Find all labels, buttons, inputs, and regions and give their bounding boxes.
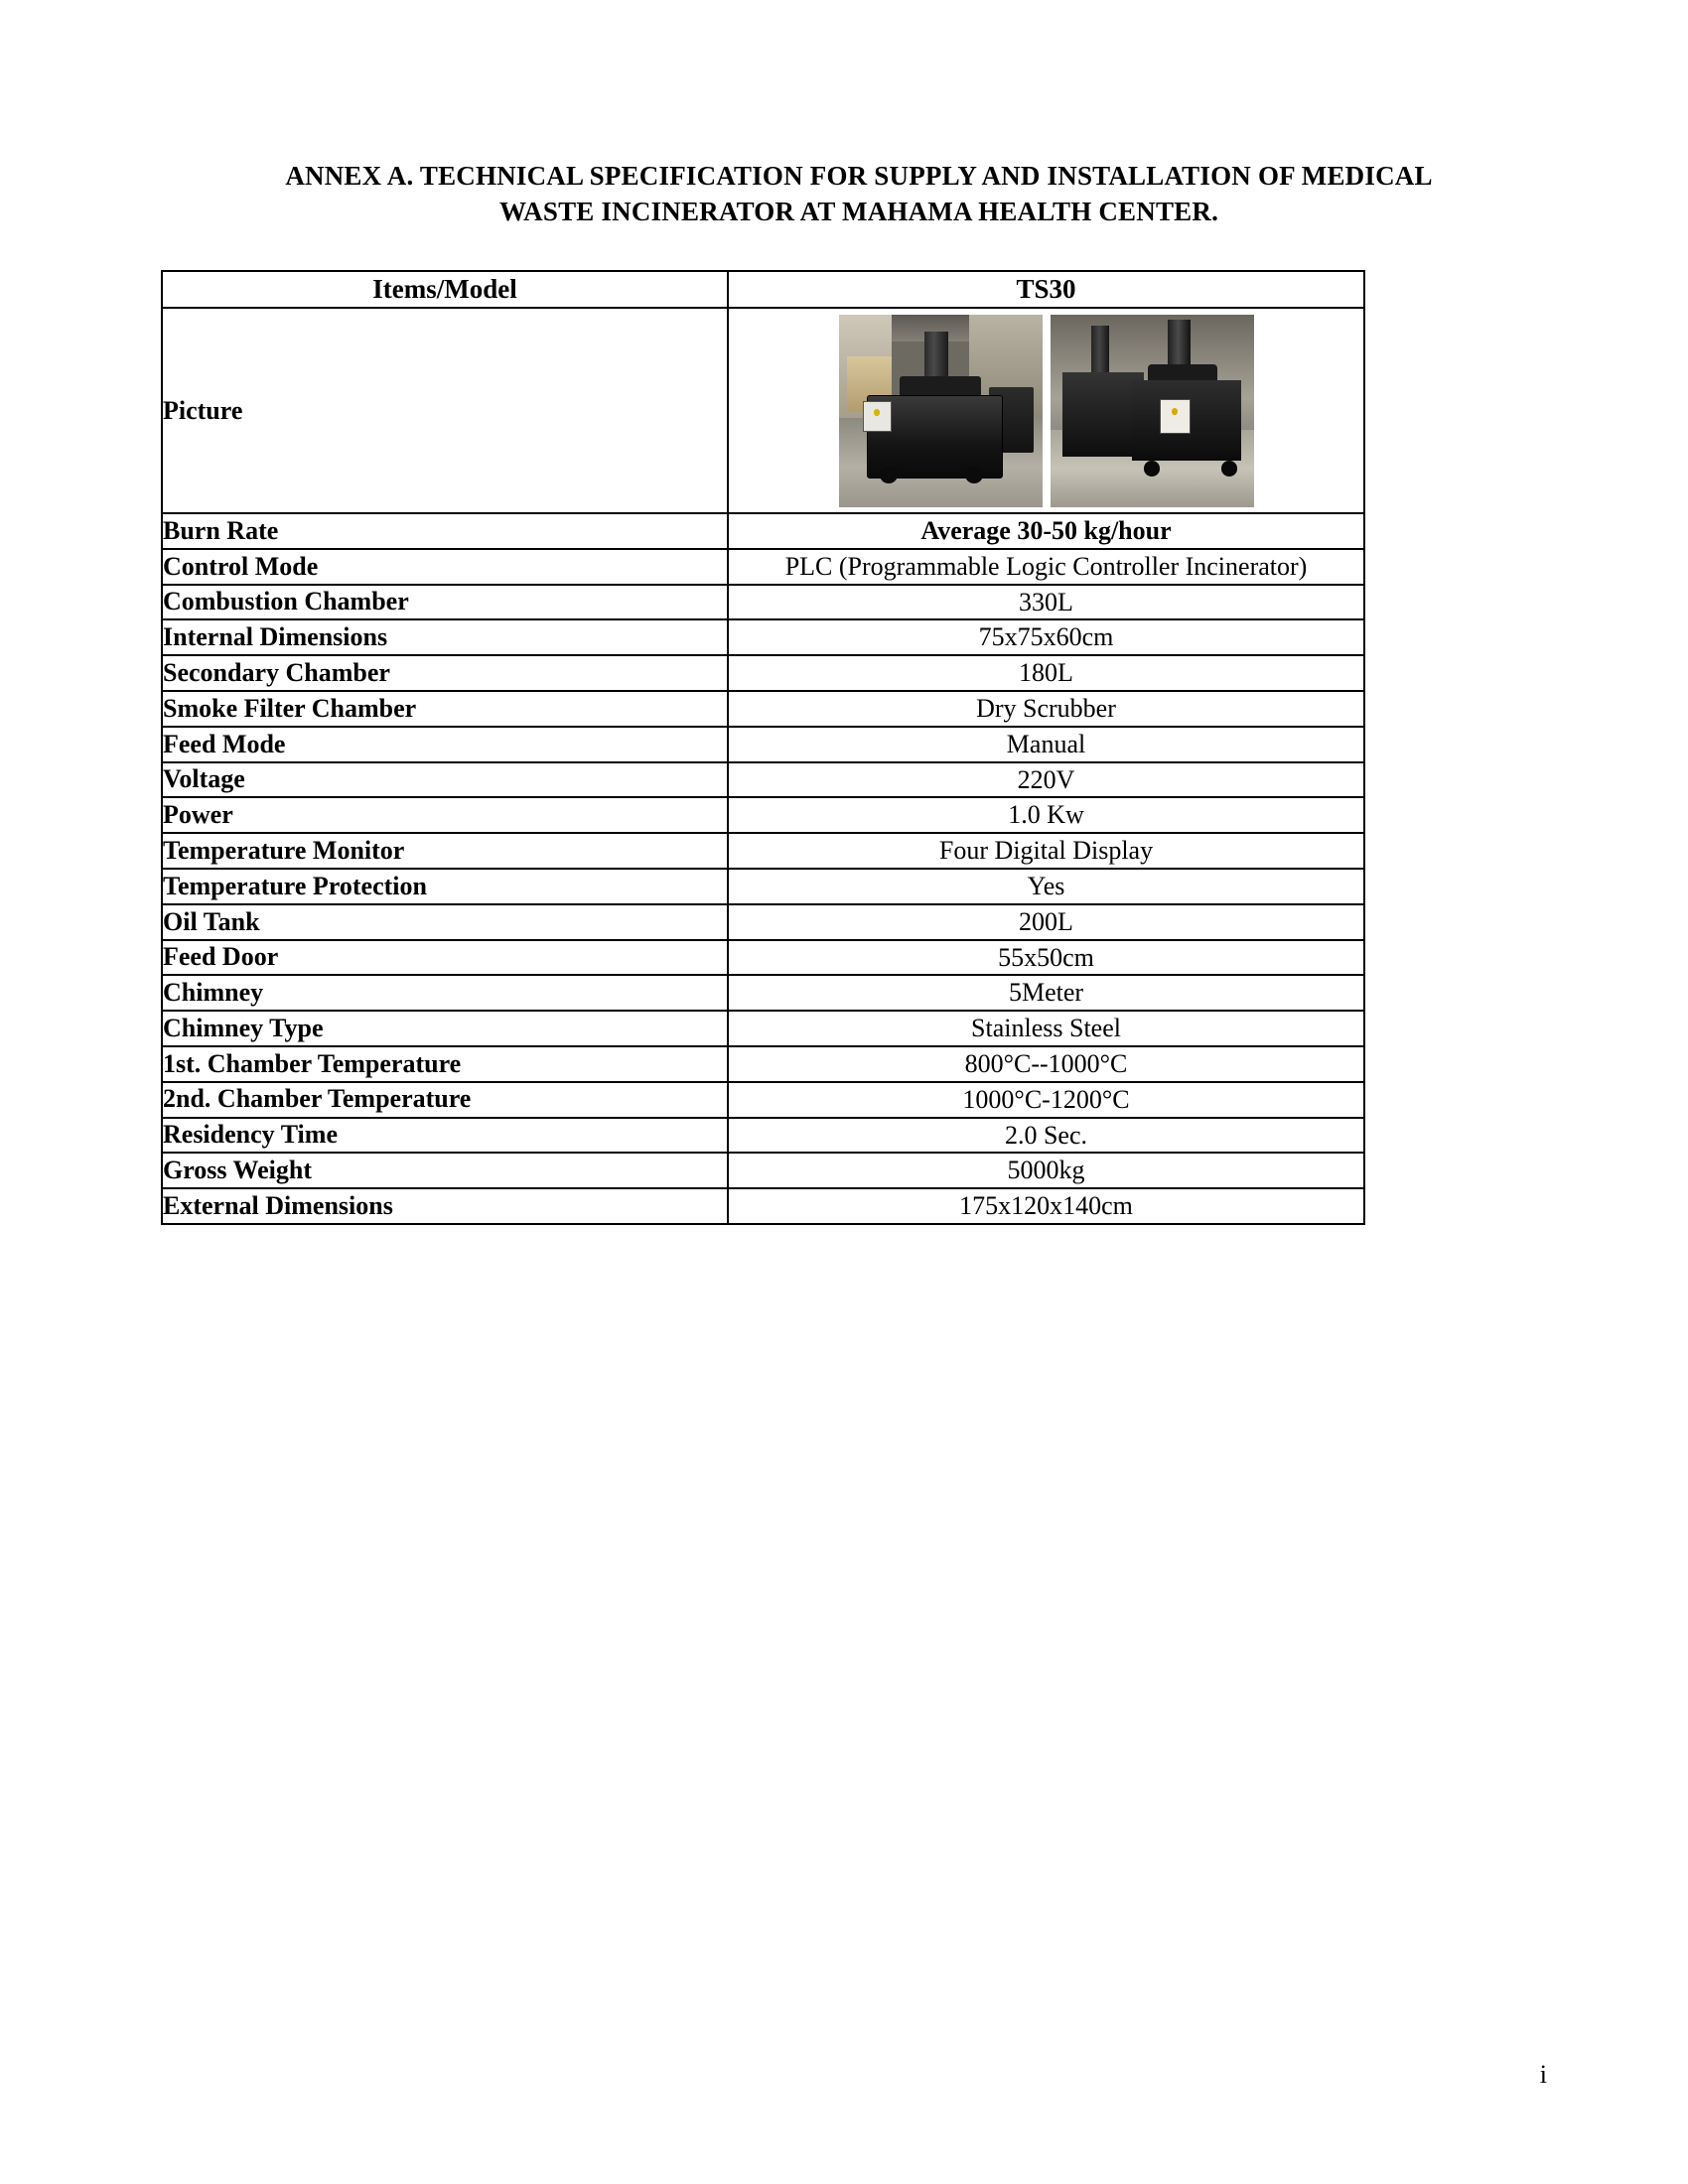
incinerator-photo-left bbox=[839, 315, 1043, 507]
table-row bbox=[162, 585, 1364, 620]
row-label: External Dimensions bbox=[162, 1188, 728, 1224]
photo-wheel bbox=[1144, 461, 1160, 477]
row-label: Feed Door bbox=[162, 940, 728, 976]
photo-chimney-stack bbox=[1091, 326, 1109, 375]
header-label-items-model: Items/Model bbox=[372, 274, 517, 304]
page-title-line-2: WASTE INCINERATOR AT MAHAMA HEALTH CENTER. bbox=[498, 196, 1219, 226]
row-value: 55x50cm bbox=[728, 940, 1364, 976]
row-value: PLC (Programmable Logic Controller Incinerator) bbox=[728, 549, 1364, 585]
table-row bbox=[162, 513, 1364, 549]
row-label-picture: Picture bbox=[162, 308, 728, 513]
table-header-row bbox=[162, 271, 1364, 308]
row-value: 200L bbox=[728, 904, 1364, 940]
table-row bbox=[162, 1153, 1364, 1188]
table-row bbox=[162, 797, 1364, 833]
row-label: Secondary Chamber bbox=[162, 655, 728, 691]
row-label: Temperature Protection bbox=[162, 869, 728, 904]
photo-indicator-light bbox=[1172, 408, 1179, 415]
row-label: Gross Weight bbox=[162, 1153, 728, 1188]
header-cell-items-model bbox=[162, 271, 728, 308]
row-label: Oil Tank bbox=[162, 904, 728, 940]
photo-chimney-stack bbox=[924, 332, 949, 381]
row-value: 330L bbox=[728, 585, 1364, 620]
row-label: 2nd. Chamber Temperature bbox=[162, 1082, 728, 1118]
page-title-line-1: ANNEX A. TECHNICAL SPECIFICATION FOR SUPPLY AND INSTALLATION OF MEDICAL bbox=[285, 161, 1433, 191]
row-value: Average 30-50 kg/hour bbox=[728, 513, 1364, 549]
table-row bbox=[162, 1011, 1364, 1046]
page-number: i bbox=[1539, 2060, 1547, 2089]
row-value: Manual bbox=[728, 727, 1364, 762]
row-value: 1000°C-1200°C bbox=[728, 1082, 1364, 1118]
row-value-picture bbox=[728, 308, 1364, 513]
page-title bbox=[199, 159, 1519, 229]
row-value: 5000kg bbox=[728, 1153, 1364, 1188]
picture-group bbox=[729, 315, 1363, 507]
row-value: 180L bbox=[728, 655, 1364, 691]
table-row bbox=[162, 1188, 1364, 1224]
photo-indicator-light bbox=[874, 409, 880, 415]
row-label: Control Mode bbox=[162, 549, 728, 585]
photo-control-panel bbox=[863, 401, 892, 432]
row-value: 220V bbox=[728, 762, 1364, 798]
row-value: Stainless Steel bbox=[728, 1011, 1364, 1046]
row-label: Smoke Filter Chamber bbox=[162, 691, 728, 727]
row-value: 800°C--1000°C bbox=[728, 1046, 1364, 1082]
row-label: Voltage bbox=[162, 762, 728, 798]
table-row bbox=[162, 549, 1364, 585]
row-value: 75x75x60cm bbox=[728, 619, 1364, 655]
incinerator-photo-right bbox=[1051, 315, 1254, 507]
row-value: 2.0 Sec. bbox=[728, 1118, 1364, 1154]
table-row-picture bbox=[162, 308, 1364, 513]
photo-wheel bbox=[1221, 461, 1237, 477]
row-label: Feed Mode bbox=[162, 727, 728, 762]
row-value: Dry Scrubber bbox=[728, 691, 1364, 727]
row-label: Chimney bbox=[162, 975, 728, 1011]
table-row bbox=[162, 1118, 1364, 1154]
row-value: Yes bbox=[728, 869, 1364, 904]
row-label: Internal Dimensions bbox=[162, 619, 728, 655]
table-row bbox=[162, 940, 1364, 976]
header-cell-model-value: TS30 bbox=[728, 271, 1364, 308]
row-label: Power bbox=[162, 797, 728, 833]
table-row bbox=[162, 727, 1364, 762]
table-row bbox=[162, 1046, 1364, 1082]
table-row bbox=[162, 975, 1364, 1011]
table-row bbox=[162, 904, 1364, 940]
row-value: 5Meter bbox=[728, 975, 1364, 1011]
table-row bbox=[162, 762, 1364, 798]
specification-table-body bbox=[162, 271, 1364, 1224]
table-row bbox=[162, 619, 1364, 655]
specification-table bbox=[161, 270, 1365, 1225]
row-label: Chimney Type bbox=[162, 1011, 728, 1046]
table-row bbox=[162, 691, 1364, 727]
table-row bbox=[162, 655, 1364, 691]
table-row bbox=[162, 833, 1364, 869]
row-value: Four Digital Display bbox=[728, 833, 1364, 869]
table-row bbox=[162, 1082, 1364, 1118]
row-value: 1.0 Kw bbox=[728, 797, 1364, 833]
photo-control-panel bbox=[1160, 399, 1191, 434]
row-label: Temperature Monitor bbox=[162, 833, 728, 869]
row-label: Burn Rate bbox=[162, 513, 728, 549]
row-label: Residency Time bbox=[162, 1118, 728, 1154]
row-label: 1st. Chamber Temperature bbox=[162, 1046, 728, 1082]
row-label: Combustion Chamber bbox=[162, 585, 728, 620]
row-value: 175x120x140cm bbox=[728, 1188, 1364, 1224]
table-row bbox=[162, 869, 1364, 904]
